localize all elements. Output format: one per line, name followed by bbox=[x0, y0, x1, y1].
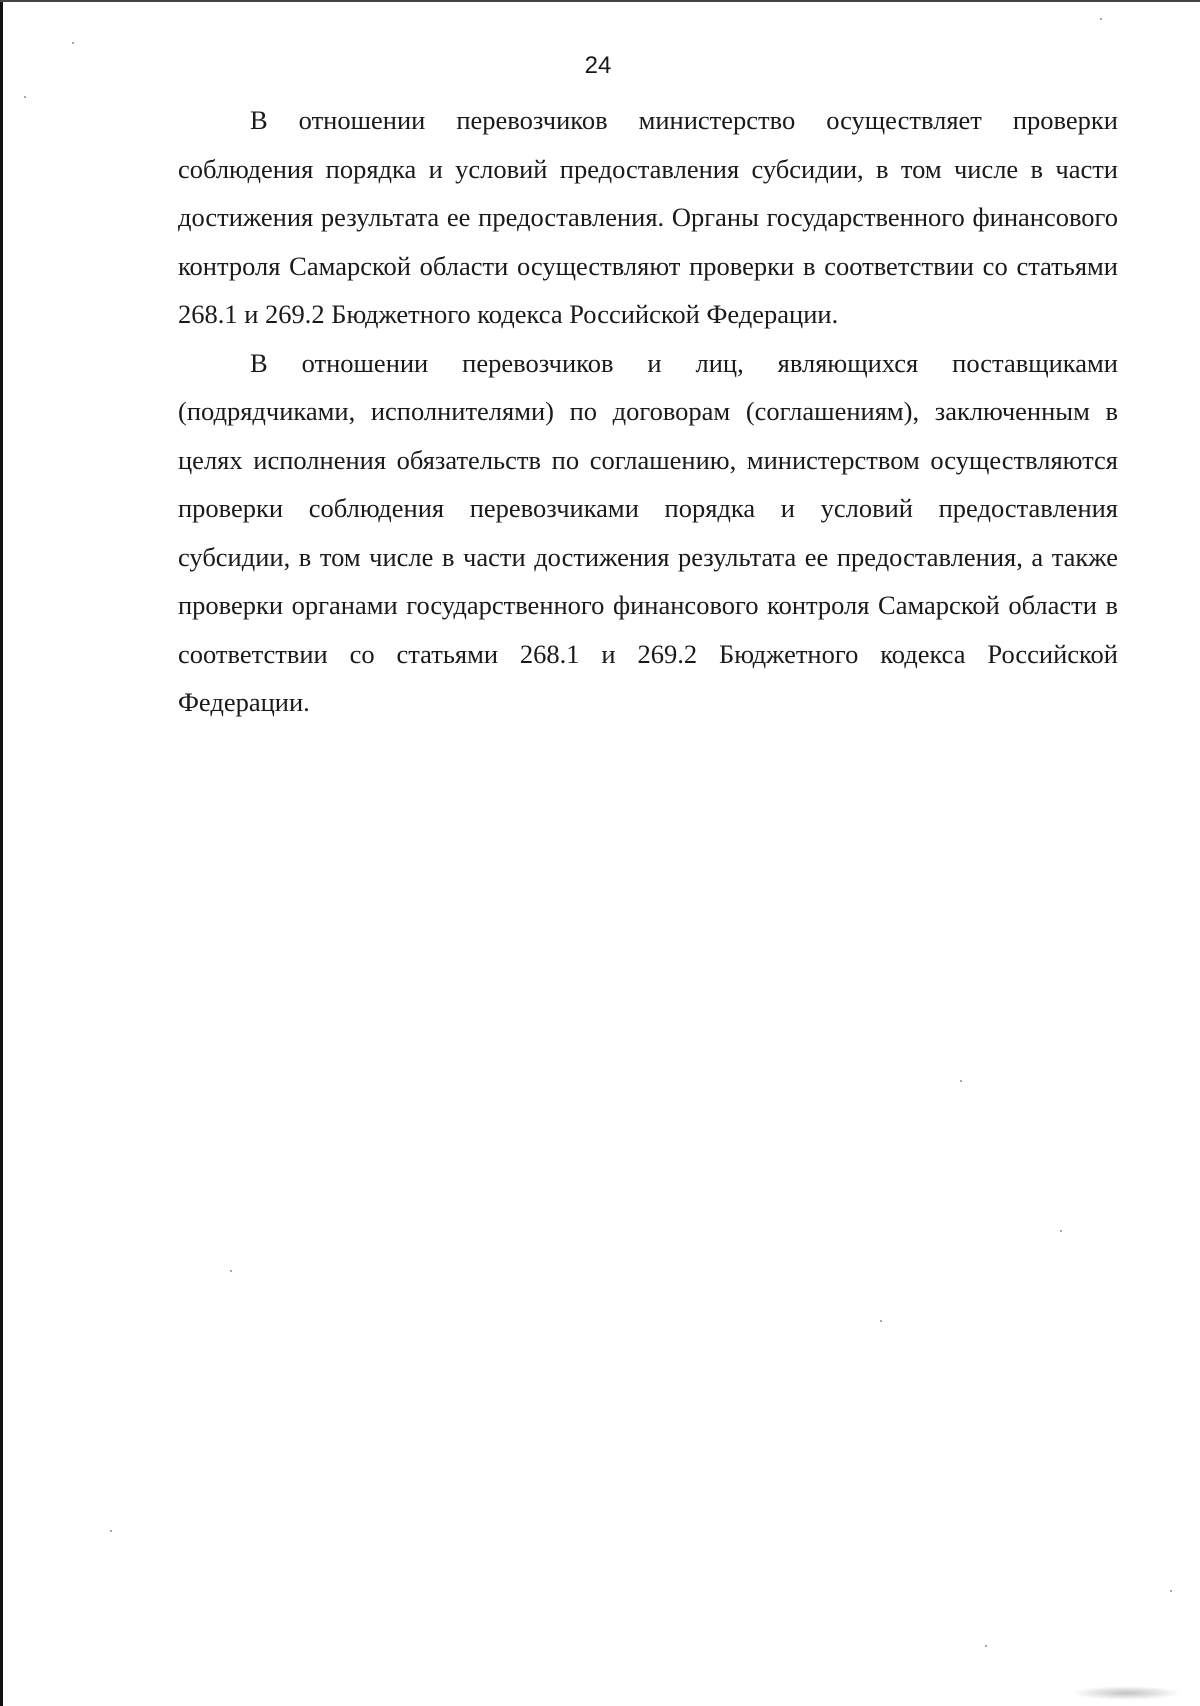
scan-speck bbox=[1100, 18, 1102, 20]
scan-speck bbox=[1060, 1230, 1062, 1232]
scan-speck bbox=[72, 42, 74, 44]
page-number: 24 bbox=[584, 52, 612, 79]
scan-smudge bbox=[1072, 1686, 1182, 1700]
scan-speck bbox=[230, 1270, 232, 1272]
scan-speck bbox=[1170, 1590, 1172, 1592]
scan-edge-left bbox=[0, 0, 3, 1706]
paragraph-1: В отношении перевозчиков министерство осуществляет проверки соблюдения порядка и условий предоставления субсидии, в том числе в части достижения результата ее предоставления. Органы государственного финансового контроля Самарской области осуществляют проверки в соответствии со статьями 268.1 и 269.2 Бюджетного кодекса Российской Федерации. bbox=[178, 105, 1118, 329]
scan-speck bbox=[960, 1080, 962, 1082]
scan-speck bbox=[985, 1645, 987, 1647]
paragraph-2: В отношении перевозчиков и лиц, являющихся поставщиками (подрядчиками, исполнителями) по договорам (соглашениям), заключенным в целях исполнения обязательств по соглашению, министерством осуществляются проверки соблюдения перевозчиками порядка и условий предоставления субсидии, в том числе в части достижения результата ее предоставления, а также проверки органами государственного финансового контроля Самарской области в соответствии со статьями 268.1 и 269.2 Бюджетного кодекса Российской Федерации. bbox=[178, 347, 1118, 717]
scan-speck bbox=[24, 96, 26, 98]
scan-edge-top bbox=[0, 0, 1200, 2]
document-body bbox=[178, 96, 1118, 727]
scan-speck bbox=[110, 1530, 112, 1532]
scan-speck bbox=[880, 1320, 882, 1322]
